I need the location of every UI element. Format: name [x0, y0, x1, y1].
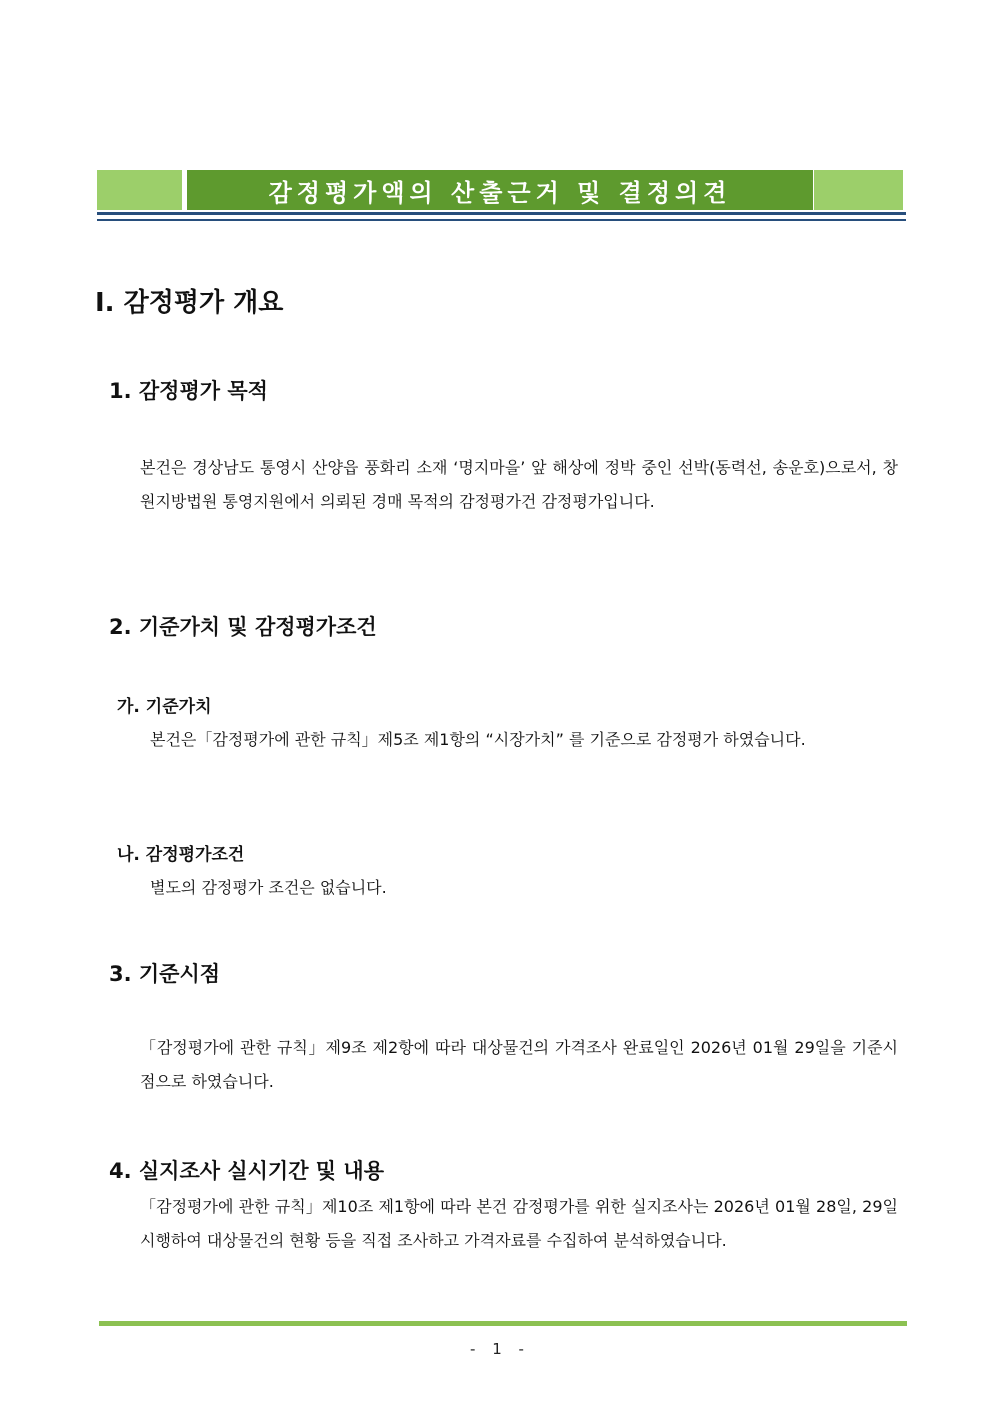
value-text: 본건은「감정평가에 관한 규칙」제5조 제1항의 “시장가치” 를 기준으로 감정평가 하였습니다.: [150, 730, 806, 749]
banner-rule-thick: [97, 212, 906, 215]
title-banner: [97, 170, 903, 212]
condition-heading: 나. 감정평가조건: [117, 845, 245, 865]
basis-heading: 2. 기준가치 및 감정평가조건: [109, 615, 377, 639]
reference-date-heading: 3. 기준시점: [109, 962, 221, 986]
footer-rule: [99, 1321, 907, 1326]
banner-center: [185, 170, 815, 210]
banner-rule-thin: [97, 219, 906, 221]
condition-text: 별도의 감정평가 조건은 없습니다.: [150, 878, 387, 897]
purpose-text: 본건은 경상남도 통영시 산양읍 풍화리 소재 ‘명지마을’ 앞 해상에 정박 중인 선박(동력선, 송운호)으로서, 창원지방법원 통영지원에서 의뢰된 경매 목적의 감정평가건 감정평가입니다.: [140, 458, 898, 511]
document-title: 감정평가액의 산출근거 및 결정의견: [268, 178, 732, 207]
page-number: - 1 -: [470, 1340, 530, 1358]
banner-left-block: [97, 170, 182, 210]
reference-date-text: 「감정평가에 관한 규칙」제9조 제2항에 따라 대상물건의 가격조사 완료일인 2026년 01월 29일을 기준시점으로 하였습니다.: [140, 1038, 898, 1091]
banner-right-block: [814, 170, 903, 210]
survey-heading: 4. 실지조사 실시기간 및 내용: [109, 1159, 384, 1183]
purpose-heading: 1. 감정평가 목적: [109, 379, 268, 403]
survey-text: 「감정평가에 관한 규칙」제10조 제1항에 따라 본건 감정평가를 위한 실지조사는 2026년 01월 28일, 29일 시행하여 대상물건의 현황 등을 직접 조사하고 가격자료를 수집하여 분석하였습니다.: [140, 1197, 898, 1250]
section-heading: I. 감정평가 개요: [95, 288, 284, 318]
value-heading: 가. 기준가치: [117, 697, 212, 717]
